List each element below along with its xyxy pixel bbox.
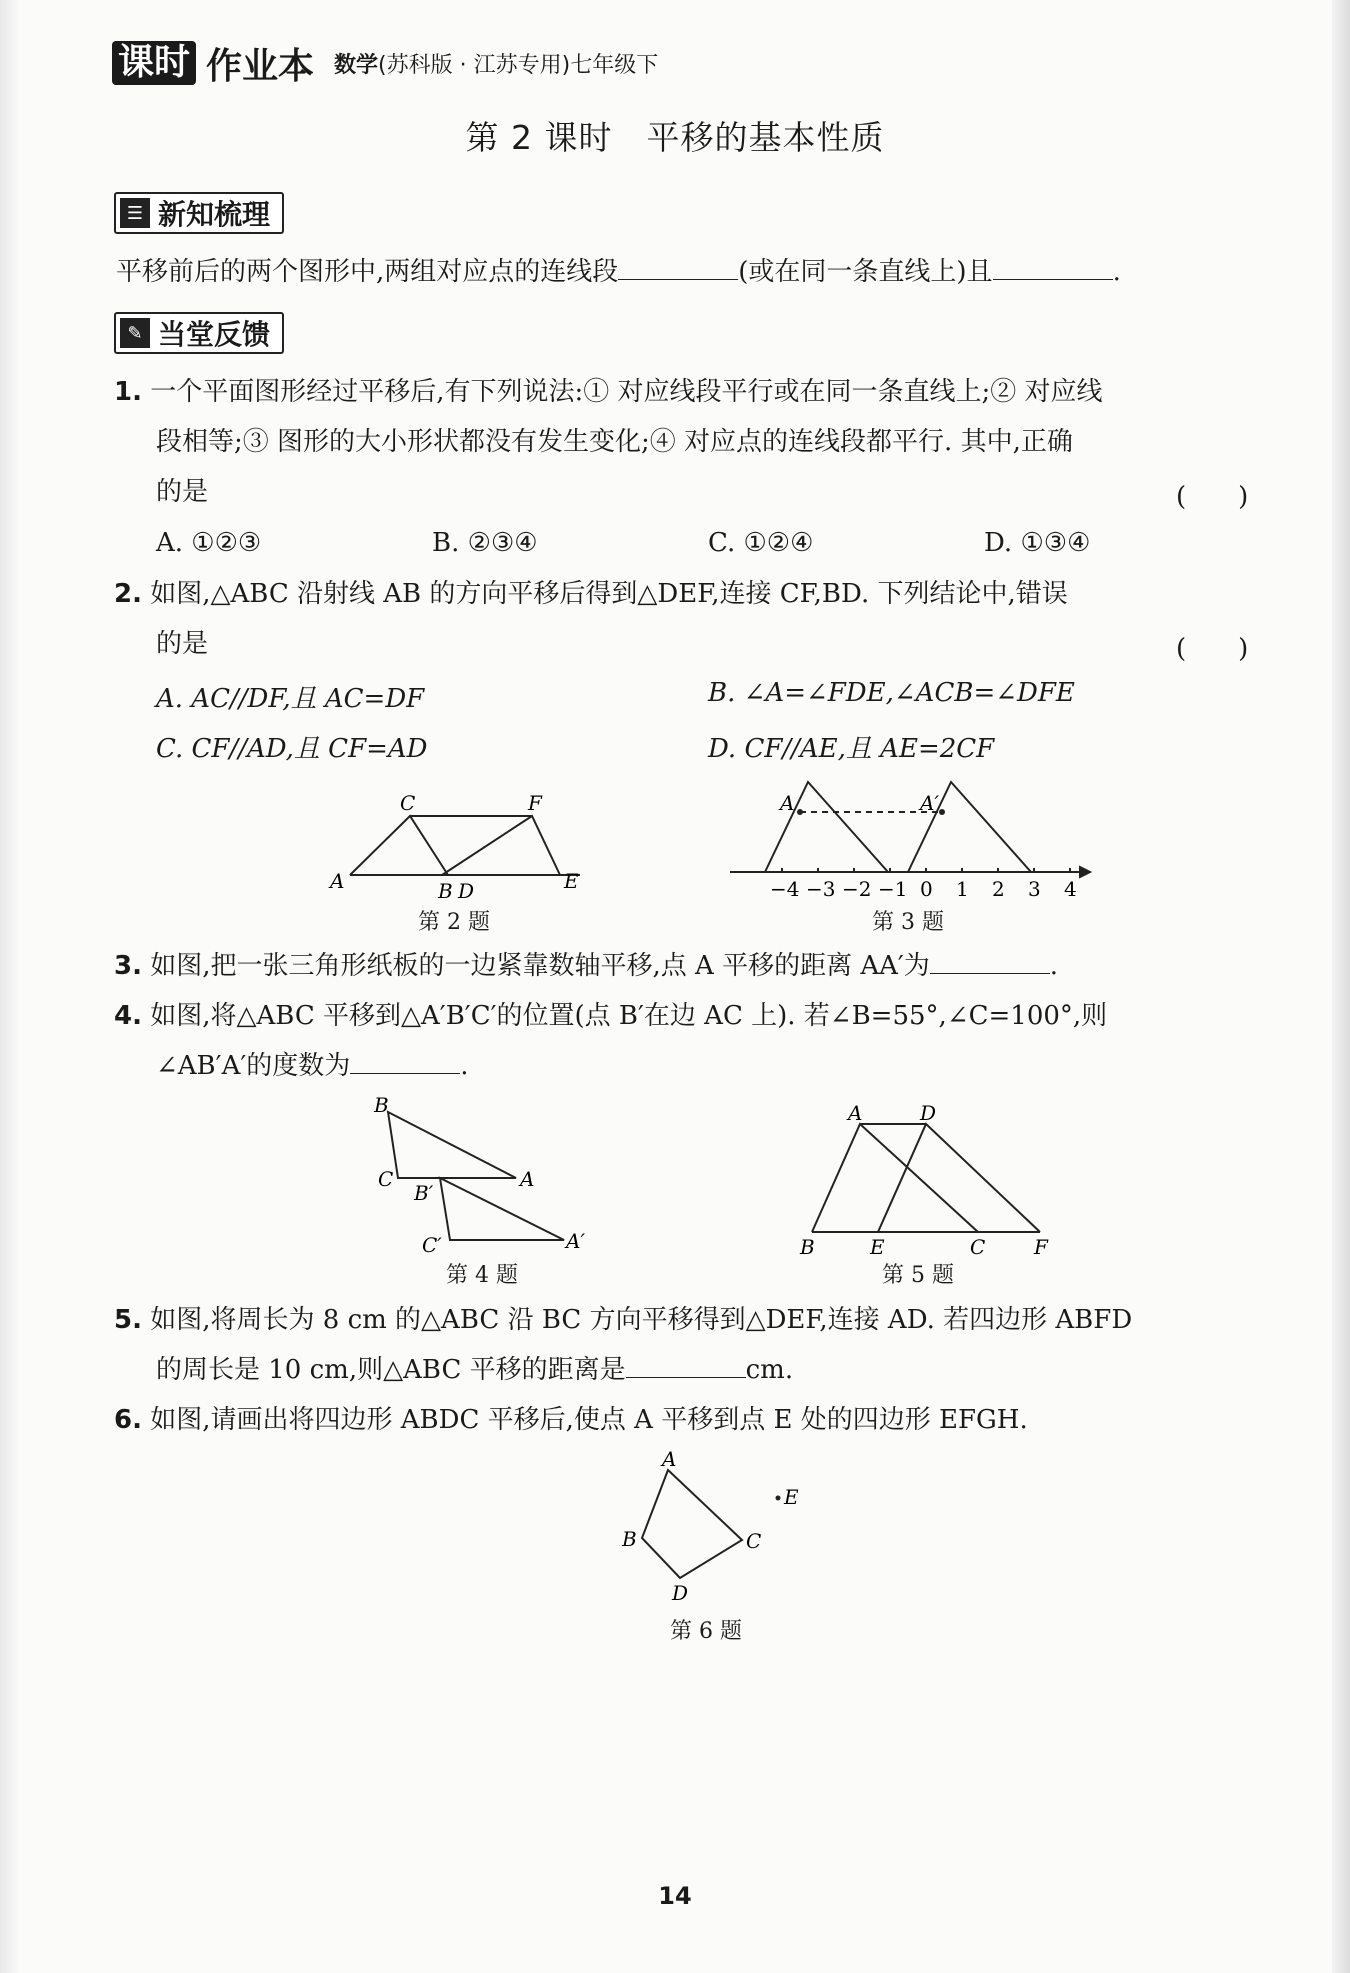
fig4-triangle-a2b2c2 (440, 1178, 564, 1240)
tick-label: −2 (842, 877, 872, 900)
q2-option-c[interactable]: C. CF//AD,且 CF=AD (156, 734, 428, 764)
fig2-label-c: C (400, 791, 416, 815)
q1-option-a[interactable]: A. ①②③ (156, 528, 262, 558)
answer-blank-2[interactable] (993, 253, 1113, 280)
fig4-label-a: A (520, 1167, 535, 1191)
fig3-label-a-prime: A′ (920, 791, 939, 815)
page-header (112, 38, 658, 88)
fig5-label-c: C (970, 1235, 986, 1256)
question-5-line-1: 5. 如图,将周长为 8 cm 的△ABC 沿 BC 方向平移得到△DEF,连接 AD. 若四边形 ABFD (114, 1305, 1133, 1335)
q1-option-c[interactable]: C. ①②④ (708, 528, 814, 558)
fig5-caption: 第 5 题 (882, 1263, 954, 1288)
fig4-caption: 第 4 题 (446, 1263, 518, 1288)
book-title: 作业本 (206, 45, 315, 87)
fig5-label-f: F (1034, 1235, 1048, 1256)
fig5-label-a: A (848, 1101, 863, 1125)
fig6-label-a: A (662, 1448, 677, 1471)
fig4-label-a-prime: A′ (566, 1229, 585, 1253)
answer-paren-q1[interactable]: ( ) (1176, 482, 1249, 512)
fig6-label-d: D (672, 1581, 689, 1605)
question-1-line-3: 的是 (156, 477, 209, 507)
tick-label: 0 (920, 877, 933, 900)
tick-label: 2 (992, 877, 1005, 900)
q2-option-b[interactable]: B. ∠A=∠FDE,∠ACB=∠DFE (708, 678, 1075, 708)
fig5-label-e: E (870, 1235, 885, 1256)
lesson-title: 第 2 课时 平移的基本性质 (465, 118, 885, 157)
fig4-label-c-prime: C′ (422, 1233, 442, 1257)
question-3: 3. 如图,把一张三角形纸板的一边紧靠数轴平移,点 A 平移的距离 AA′为 . (114, 946, 1058, 986)
fig6-label-b: B (622, 1527, 637, 1551)
question-6: 6. 如图,请画出将四边形 ABDC 平移后,使点 A 平移到点 E 处的四边形 EFGH. (114, 1405, 1028, 1435)
tick-label: 3 (1028, 877, 1041, 900)
scan-edge-right (1332, 0, 1350, 1973)
pencil-icon: ✎ (120, 318, 150, 348)
tick-label: −4 (770, 877, 800, 900)
number-line-arrow (1080, 867, 1090, 877)
fig4-label-c: C (378, 1167, 394, 1191)
fig2-label-d: D (458, 879, 475, 900)
fig2-label-a: A (330, 869, 345, 893)
section-class-feedback (114, 312, 284, 354)
subject-info: 数学(苏科版 · 江苏专用)七年级下 (334, 52, 659, 78)
figure-6 (612, 1448, 812, 1608)
fig5-label-d: D (920, 1101, 937, 1125)
question-4-line-2: ∠AB′A′的度数为 . (156, 1046, 469, 1086)
section-new-knowledge (114, 192, 284, 234)
fig2-triangle-abc (350, 816, 448, 875)
answer-blank-1[interactable] (618, 253, 738, 280)
q1-option-d[interactable]: D. ①③④ (984, 528, 1091, 558)
question-4-line-1: 4. 如图,将△ABC 平移到△A′B′C′的位置(点 B′在边 AC 上). 若∠B=55°,∠C=100°,则 (114, 1001, 1108, 1031)
fig2-label-e: E (564, 869, 579, 893)
section1-fill-blank: 平移前后的两个图形中,两组对应点的连线段 (或在同一条直线上)且 . (116, 252, 1121, 292)
answer-blank-q5[interactable] (626, 1351, 746, 1378)
fig5-label-b: B (800, 1235, 815, 1256)
fig2-label-b: B (438, 879, 453, 900)
book-logo: 课时 (112, 41, 196, 85)
answer-paren-q2[interactable]: ( ) (1176, 634, 1249, 664)
q1-option-b[interactable]: B. ②③④ (432, 528, 538, 558)
question-2-line-1: 2. 如图,△ABC 沿射线 AB 的方向平移后得到△DEF,连接 CF,BD. 下列结论中,错误 (114, 579, 1068, 609)
question-2-line-2: 的是 (156, 629, 209, 659)
question-1-line-2: 段相等;③ 图形的大小形状都没有发生变化;④ 对应点的连线段都平行. 其中,正确 (156, 427, 1073, 457)
question-1-line-1: 1. 一个平面图形经过平移后,有下列说法:① 对应线段平行或在同一条直线上;② 对应线 (114, 377, 1103, 407)
fig6-label-e: E (784, 1485, 799, 1509)
figure-5 (790, 1096, 1060, 1256)
question-5-line-2: 的周长是 10 cm,则△ABC 平移的距离是 cm. (156, 1350, 793, 1390)
section-label-text: 当堂反馈 (158, 318, 271, 351)
fig6-label-c: C (746, 1529, 762, 1553)
fig6-caption: 第 6 题 (670, 1619, 742, 1644)
answer-blank-q3[interactable] (930, 947, 1050, 974)
fig2-caption: 第 2 题 (418, 910, 490, 935)
book-icon: ☰ (120, 198, 150, 228)
figure-3 (720, 770, 1100, 900)
fig6-point-e (776, 1496, 781, 1501)
q2-option-a[interactable]: A. AC//DF,且 AC=DF (156, 684, 425, 714)
fig4-triangle-abc (388, 1112, 516, 1178)
fig3-caption: 第 3 题 (872, 910, 944, 935)
tick-label: −3 (806, 877, 836, 900)
figure-2 (320, 790, 600, 900)
fig5-triangle-abc (812, 1124, 978, 1232)
answer-blank-q4[interactable] (350, 1047, 460, 1074)
q2-option-d[interactable]: D. CF//AE,且 AE=2CF (708, 734, 995, 764)
fig2-triangle-def (442, 816, 560, 875)
scan-edge-left (0, 0, 18, 1973)
fig4-label-b-prime: B′ (414, 1181, 434, 1205)
fig4-label-b: B (374, 1093, 389, 1117)
tick-label: −1 (878, 877, 908, 900)
figure-4 (360, 1090, 610, 1260)
fig2-label-f: F (528, 791, 542, 815)
section-label-text: 新知梳理 (158, 198, 271, 231)
tick-label: 1 (956, 877, 969, 900)
fig6-quadrilateral-abdc (642, 1470, 742, 1578)
page-number: 14 (658, 1882, 692, 1910)
fig3-label-a: A (780, 791, 795, 815)
tick-label: 4 (1064, 877, 1077, 900)
